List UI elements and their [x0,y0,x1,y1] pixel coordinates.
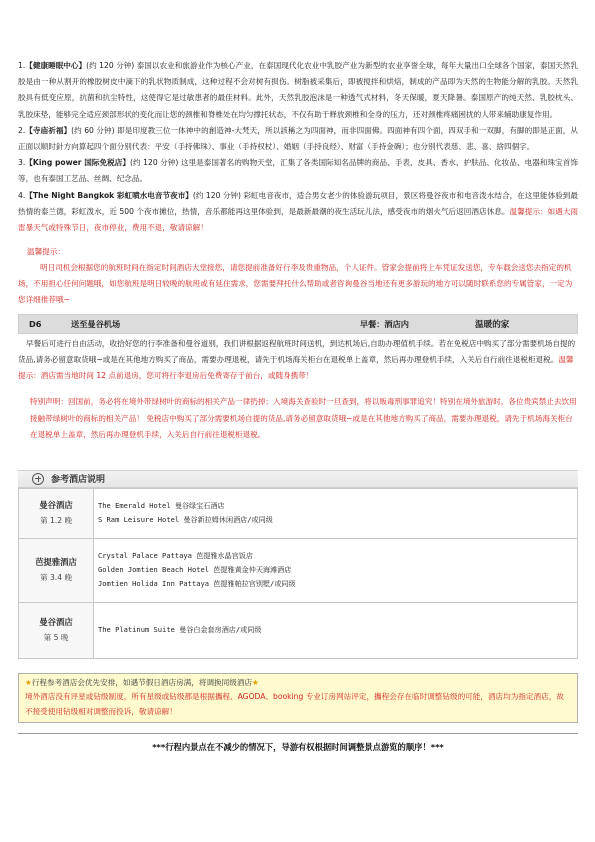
hotel-name: The Platinum Suite 曼谷白金套房酒店/或同级 [98,625,262,635]
table-row [19,602,578,658]
hotel-name: The Emerald Hotel 曼谷绿宝石酒店 [98,501,225,511]
hotel-city-cell [19,488,94,538]
item-time: (约 60 分钟) [71,125,115,135]
item-4 [18,188,578,237]
item-2 [18,123,578,155]
item-text: 泰国以农业和旅游业作为核心产业，在泰国现代化农业中乳胶产业为新型的农业享誉全球，每年大量出口全球各个国家，泰国天然乳胶是由一种从割开的橡胶树皮中滴下的乳状物质制成，这种过程不会对树有损伤。树脂被采集后，即被搅拌和烘焙，制成的产品即为天然的生物能分解的乳胶。天然乳胶具有低变应原，抗菌和抗尘特性，这使得它是过敏患者的最佳材料。此外，天然乳胶泡沫是一种透气式材料，冬天保暖，夏天降暑。泰国原产的纯天然、乳胶枕头、乳胶床垫，能够完全适应颈部形状的变化而让您的颈椎和脊椎处在均匀撑托状态，不仅有助于释放颈椎和全身的压力，还对颈椎疼痛困扰的人带来辅助康复作用。 [18,61,578,119]
hotel-section-title: 参考酒店说明 [51,475,106,486]
item-number: 4. [18,190,26,200]
hotel-section-header [18,470,578,488]
day-header-bar [18,314,578,334]
hotel-city-cell [19,538,94,602]
hotel-city: 曼谷酒店 [39,500,73,511]
hotel-list-cell [94,602,578,658]
hotel-nights: 第 1.2 晚 [39,516,73,526]
item-title: 【健康睡眠中心】 [25,61,87,70]
table-row [19,538,578,602]
hotel-tips-box [18,673,578,724]
notice-text: 明日司机会根据您的航班时间在指定时间酒店大堂接您，请您提前准备好行李及贵重物品，个人证件。管家会提前将上车凭证发送您，专车载会送您去指定的机场，不用担心任何问题哦，如您航班是明日较晚的航班或有延住需求，您需要拜托什么帮助或者咨询曼谷当地还有更多游玩的地方可以随时联系您的专属管家，一定为您详细推荐哦~ [18,263,573,305]
item-text: 即是印度教三位一体神中的創造神-大梵天，所以該稱之为四面神，而非四面佛。四面神有四个面，四双手和一双脚，有脚的即是正面，从正面以顺时針方向算起四个面分别代表：平安（手持佛珠）、事业（手持权杖）、婚姻（手持良经）、财富（手持金碗）；也分别代表慈、悲、喜、捨四個字。 [18,125,579,152]
notice-title: 温馨提示： [27,247,65,257]
hotel-nights: 第 5 晚 [43,633,69,643]
hotel-city: 芭提雅酒店 [35,557,77,568]
hotel-nights: 第 3.4 晚 [39,573,73,583]
hotel-list-cell [94,538,578,602]
day-label: D6 [29,319,42,330]
day-meals: 早餐：酒店内 [359,318,409,329]
hotel-table [18,488,578,659]
item-number: 1. [18,61,26,70]
notice-block [18,244,578,308]
day-hotel: 温暖的家 [475,320,510,331]
item-title: 【King power 国际免税店】 [25,158,131,168]
item-3 [18,155,578,187]
day-body-text: 早餐后可进行自由活动，收拾好您的行李准备和曼谷道别，我们讲根据返程航班时间送机，到达机场后,自助办理值机手续。若在免税店中购买了部分需要机场自提的货品,请务必留意取货哦~或是在其他地方购买了商品，需要办理退税，请先于机场海关柜台在退税单上盖章，然后再办理登机手续，入关后自行前往退税柜退税。 [18,339,576,365]
hotel-city: 曼谷酒店 [39,617,73,628]
hotel-city-cell [19,602,94,658]
hotel-list-cell [94,488,578,538]
day-warning: 温馨提示：酒店需当地时间 12 点前退房，您可将行李退房后免费寄存于前台，或随身携带！ [18,355,574,381]
item-text: 这里是泰国著名的购物天堂，汇集了各类国际知名品牌的商品、手表、皮具、香水、护肤品、化妆品、电器和珠宝首饰等，也有泰国工艺品、丝绸、纪念品。 [18,158,579,184]
hotel-name: Crystal Palace Pattaya 芭提雅水晶宫饭店 [98,551,253,561]
hotel-name: S Ram Leisure Hotel 曼谷新拉姆休闲酒店/或同级 [98,515,273,525]
item-time: (约 120 分钟) [86,61,135,70]
hotel-tip-text: 行程参考酒店会优先安排，如遇节假日酒店房满，将调换同级酒店 [31,677,253,687]
day-title: 送至曼谷机场 [71,318,121,329]
plus-circle-icon [32,473,44,485]
table-row [19,488,578,538]
hotel-tip-line-2: 境外酒店没有评星或钻级制度，所有星级或钻级都是根据攜程、AGODA、booking 专业订房网站评定，攜程会存在临时调整钻级的可能，酒店均为指定酒店，故不接受使用钻级相对调整而投诉，敬请谅解！ [25,692,564,716]
hotel-name: Jomtien Holida Inn Pattaya 芭提雅帕拉宫别墅/或同级 [98,579,296,589]
item-number: 2. [18,125,26,135]
item-warning: 温馨提示：如遇大雨雷暴天气或特殊节日，夜市停业，费用不退，敬请谅解！ [18,206,578,233]
itinerary-page [18,58,578,753]
item-time: (约 120 分钟) [192,190,241,200]
item-title: 【寺庙祈福】 [25,125,72,135]
item-1 [18,58,578,123]
item-number: 3. [18,158,26,168]
item-time: (约 120 分钟) [130,158,179,168]
star-icon: ★ [252,677,259,687]
star-icon: ★ [25,677,32,687]
hotel-tip-line-1 [25,676,571,691]
item-title: 【The Night Bangkok 彩虹喷水电音节夜市】 [25,190,193,200]
special-statement: 特别声明：回国前，务必将在境外带绿树叶的商标的相关产品一律扔掉；入境海关查验时一旦查到，将以贩毒刑事罪追究！特别在境外旅游时，各位贵宾禁止去饮用接触带绿树叶的商标的相关产品！ 免税店中购买了部分需要机场自提的货品,请务必留意取货哦~或是在其他地方购买了商品，需要办理退税，请先于机场海关柜台在退税单上盖章，然后再办理登机手续，入关后自行前往退税柜退税。 [30,397,577,440]
hotel-name: Golden Jomtien Beach Hotel 芭提雅黄金仲天海滩酒店 [98,565,292,575]
footer-note: ***行程内景点在不减少的情况下，导游有权根据时间调整景点游览的顺序！*** [18,733,578,753]
item-text: 彩虹电音夜市，适合男女老少的体验游玩项目，景区将曼谷夜市和电音泼水结合，在这里能体验到最热情的泰兰德，彩虹泼水，近 500 个夜市摊位，热情，音乐都能再这里体验到，是最新最潮的夜生活玩儿法，感受夜市的烟火气后返回酒店休息。 [18,190,579,216]
day-description [18,336,578,384]
